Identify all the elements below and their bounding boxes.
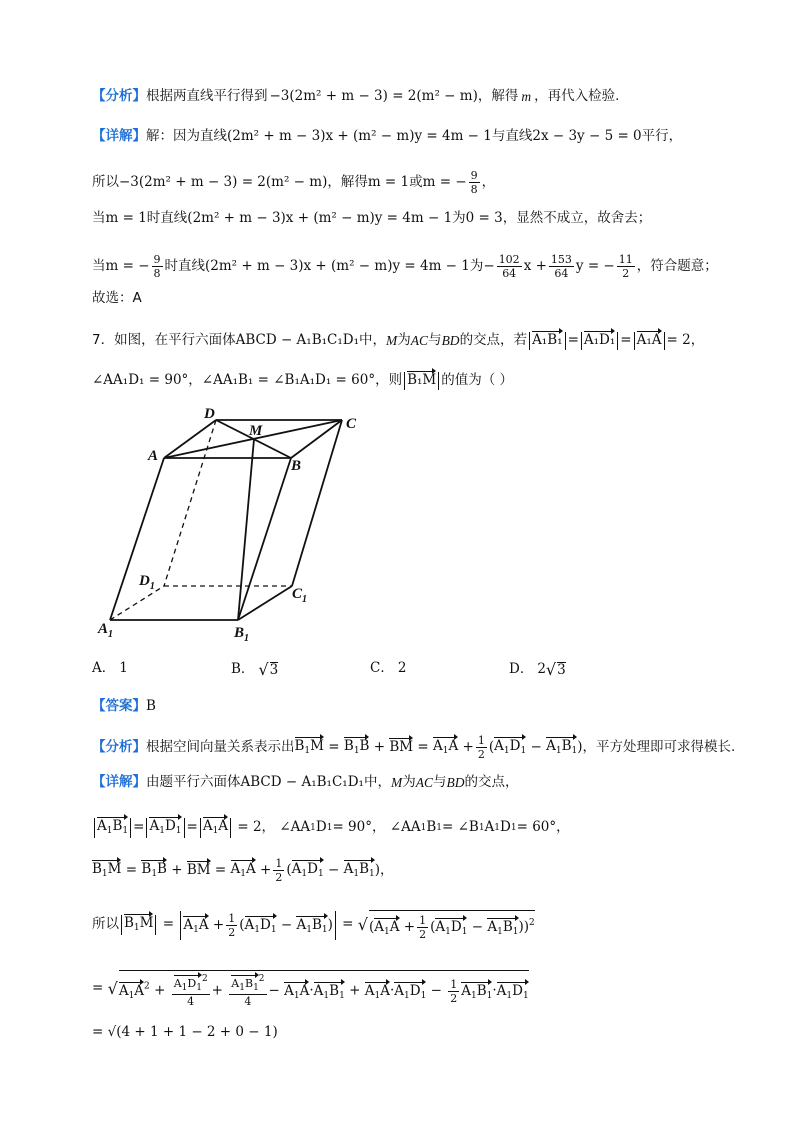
option-a[interactable]: A． 1	[92, 660, 128, 676]
detail-q7-expand: = √ $A_1A^2$ + $\frac{A_1D_1^2}{4}$ + $\frac{A_1B_1^2}{4}$ − $A_1A\cdot A_1B_1 + A_1A\cdot A_1D_1$ − $\frac{1}{2}$ $A_1B_1\cdot A_1D_1$	[92, 970, 529, 1007]
fraction: $\frac{9}{8}$	[470, 169, 478, 196]
label-M: M	[249, 423, 263, 439]
option-d[interactable]: D． 2 √ 3	[509, 660, 566, 679]
label-A: A	[148, 448, 159, 464]
label-C: C	[346, 416, 357, 432]
analysis-tag: 【分析】	[92, 88, 146, 104]
fraction: $\frac{11}{2}$	[618, 253, 633, 280]
label-D: D	[204, 406, 215, 422]
hidden-edge-DD1	[164, 420, 216, 586]
detail-q7-given: $A_1B_1$ = $A_1D_1$ = $A_1A$ = 2， ∠AA 1 D 1 = 90°， ∠AA 1 B 1 = ∠B 1 A 1 D 1 = 60°，	[92, 818, 570, 838]
edge-B1C1	[238, 586, 292, 620]
detail-tag: 【详解】	[92, 128, 146, 144]
fraction: $\frac{102}{64}$	[498, 253, 520, 280]
label-D1: $D_1$	[139, 573, 155, 592]
option-b[interactable]: B． √ 3	[231, 660, 279, 679]
choice-line: 故选：A	[92, 290, 142, 306]
detail-q6-solve: 所以 −3(2m² + m − 3) = 2(m² − m) ，解得 m = 1 或 m = − $\frac{9}{8}$ ，	[92, 169, 496, 196]
label-A1: $A_1$	[98, 621, 114, 640]
label-C1: $C_1$	[292, 586, 308, 605]
option-c[interactable]: C． 2	[370, 660, 407, 676]
label-B: B	[291, 458, 302, 474]
label-B1: $B_1$	[234, 625, 250, 644]
detail-q6-case2: 当 m = − $\frac{9}{8}$ 时直线 (2m² + m − 3)x + (m² − m)y = 4m − 1 为 − $\frac{102}{64}$ x + $\frac{153}{64}$ y = − $\frac{11}{2}$ ，符合题意；	[92, 253, 718, 280]
detail-q7-modulus: 所以 $B_1M$ = $A_1A$ + $\frac{1}{2}$ $(A_1D_1 - A_1B_1)$ = √ ($A_1A$ + $\frac{1}{2}$ $(A_1D_1 - A_1B_1))^2$	[92, 911, 535, 941]
analysis-q6: 【分析】 根据两直线平行得到 −3(2m² + m − 3) = 2(m² − m) ，解得 m ，再代入检验.	[92, 88, 620, 104]
detail-q6-case1: 当 m = 1 时直线 (2m² + m − 3)x + (m² − m)y = 4m − 1 为 0 = 3 ，显然不成立，故舍去；	[92, 210, 652, 226]
q7-stem-2: ∠AA₁D₁ = 90° ， ∠AA₁B₁ = ∠B₁A₁D₁ = 60° ，则 B₁M 的值为（ ）	[92, 372, 514, 388]
analysis-q7: 【分析】 根据空间向量关系表示出 $B_1M$ = $B_1B$ + BM = $A_1A$ + $\frac{1}{2}$ ( $A_1D_1$ − $A_1B_1$ ) ，平方处理即可求得模长.	[92, 734, 736, 761]
edge-AA1	[110, 458, 164, 620]
hidden-edge-A1D1	[110, 586, 164, 620]
answer-line: 【答案】 B	[92, 698, 156, 714]
fraction: $\frac{153}{64}$	[550, 253, 572, 280]
detail-q7-vector: $B_1M$ = $B_1B$ + BM = $A_1A$ + $\frac{1}{2}$ ( $A_1D_1$ − $A_1B_1$ )，	[92, 857, 394, 884]
q7-stem: 7．如图，在平行六面体 ABCD − A₁B₁C₁D₁ 中， M 为 AC 与 BD 的交点，若 A₁B₁ = A₁D₁ = A₁A = 2 ，	[92, 332, 705, 348]
parallelepiped-figure	[92, 400, 382, 650]
detail-q7: 【详解】 由题平行六面体 ABCD − A₁B₁C₁D₁ 中， M 为 AC 与 BD 的交点，	[92, 774, 519, 790]
detail-q7-final: = √(4 + 1 + 1 − 2 + 0 − 1)	[92, 1024, 278, 1040]
math-eq: −3(2m² + m − 3) = 2(m² − m)	[269, 88, 478, 104]
edge-CC1	[292, 420, 342, 586]
fraction: $\frac{9}{8}$	[153, 253, 161, 280]
detail-q6: 【详解】 解：因为直线 (2m² + m − 3)x + (m² − m)y = 4m − 1 与直线 2x − 3y − 5 = 0 平行，	[92, 128, 683, 144]
